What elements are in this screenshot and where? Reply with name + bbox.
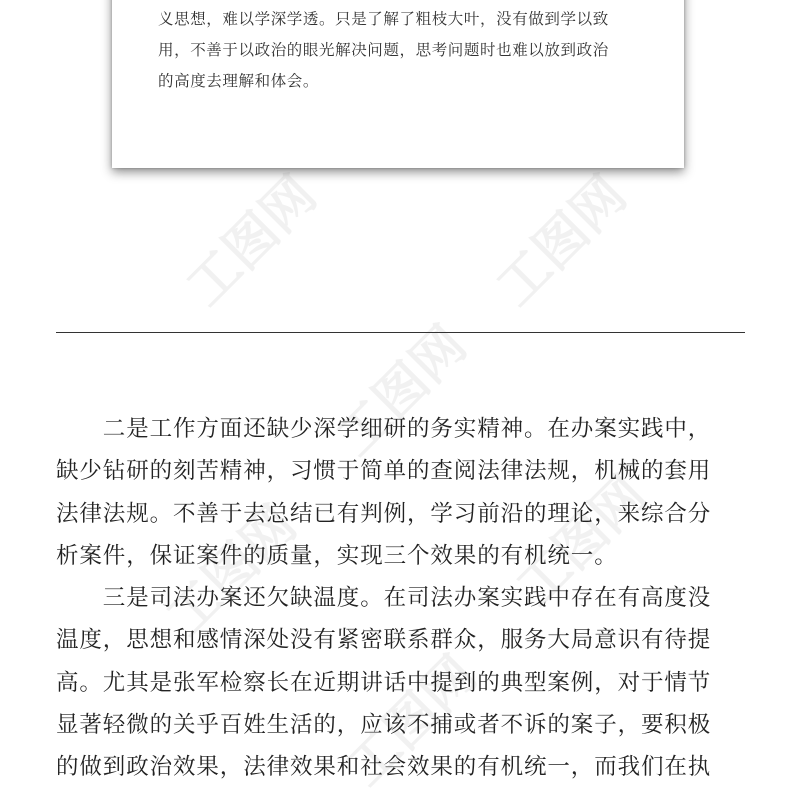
body-line: 二是工作方面还缺少深学细研的务实精神。在办案实践中， [56,416,712,442]
body-paragraphs [56,408,756,789]
body-line: 法律法规。不善于去总结已有判例，学习前沿的理论，来综合分 [56,500,712,527]
watermark-logo: 工图网 [155,495,309,648]
body-line: 温度，思想和感情深处没有紧密联系群众，服务大局意识有待提 [56,627,712,654]
watermark-logo: 工图网 [335,645,489,798]
body-line: 三是司法办案还欠缺温度。在司法办案实践中存在有高度没 [56,585,712,612]
watermark-logo: 工图网 [175,165,329,318]
body-line: 的做到政治效果，法律效果和社会效果的有机统一，而我们在执 [56,754,712,781]
body-line: 析案件，保证案件的质量，实现三个效果的有机统一。 [56,542,618,569]
section-divider [56,332,745,333]
card-line: 的高度去理解和体会。 [158,72,320,90]
watermark-logo: 工图网 [325,315,479,468]
body-line: 缺少钻研的刻苦精神，习惯于简单的查阅法律法规，机械的套用 [56,458,712,485]
body-line: 高。尤其是张军检察长在近期讲话中提到的典型案例，对于情节 [56,669,712,696]
watermark-logo: 工图网 [485,165,639,318]
card-line: 用，不善于以政治的眼光解决问题，思考问题时也难以放到政治 [158,41,609,59]
quote-card [112,0,684,168]
card-line: 义思想，难以学深学透。只是了解了粗枝大叶，没有做到学以致 [158,10,609,28]
watermark-logo: 工图网 [505,465,659,618]
card-paragraph [158,4,658,97]
body-line: 显著轻微的关乎百姓生活的，应该不捕或者不诉的案子，要积极 [56,712,712,739]
